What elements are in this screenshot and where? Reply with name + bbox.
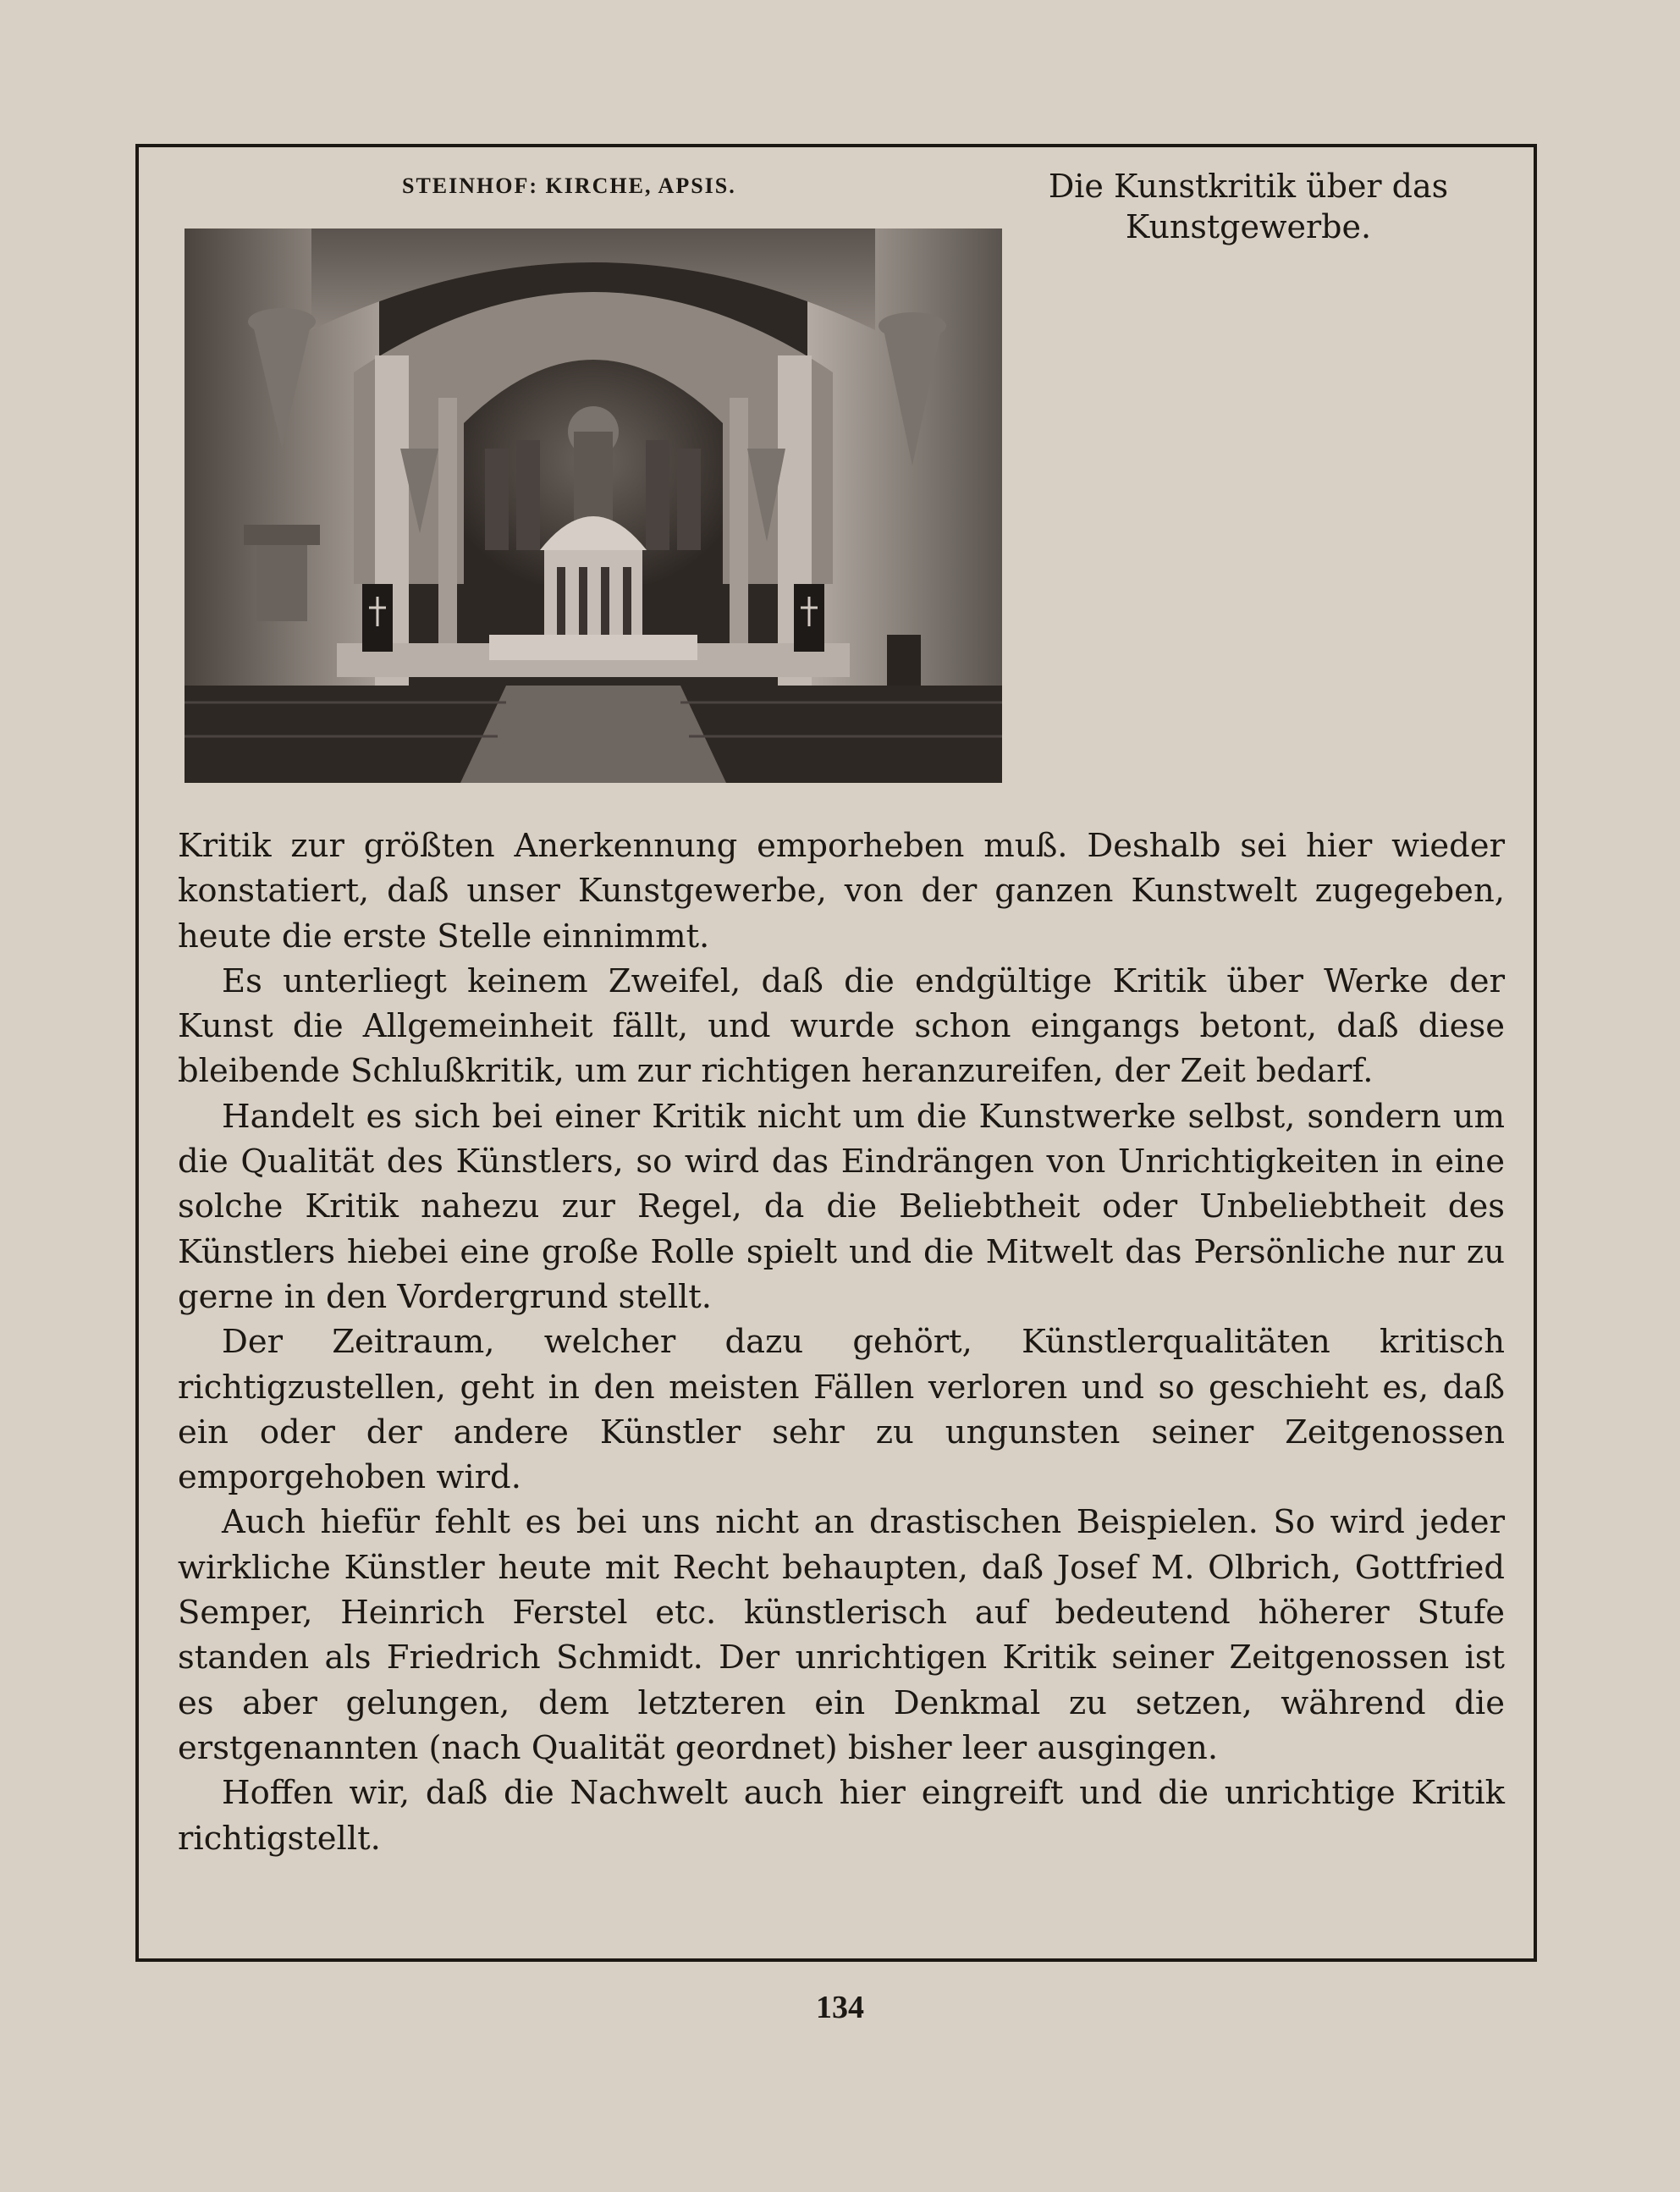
paragraph: Kritik zur größten Anerkennung emporheben muß. Deshalb sei hier wieder konstatiert, daß unser Kunstgewerbe, von der ganzen Kunstwelt zugegeben, heute die erste Stelle einnimmt.: [178, 827, 1505, 956]
paragraph: Hoffen wir, daß die Nachwelt auch hier eingreift und die unrichtige Kritik richtigstellt.: [178, 1774, 1505, 1858]
page-number: 134: [816, 1990, 864, 2025]
paragraph: Es unterliegt keinem Zweifel, daß die endgültige Kritik über Werke der Kunst die Allgemeinheit fällt, und wurde schon eingangs betont, daß diese bleibende Schlußkritik, um zur richtigen heranzureifen, der Zeit bedarf.: [178, 961, 1505, 1091]
paragraph: Auch hiefür fehlt es bei uns nicht an drastischen Beispielen. So wird jeder wirkliche Künstler heute mit Recht behaupten, daß Josef M. Olbrich, Gottfried Semper, Heinrich Ferstel etc. künstlerisch auf bedeutend höherer Stufe standen als Friedrich Schmidt. Der unrichtigen Kritik seiner Zeitgenossen ist es aber gelungen, dem letzteren ein Denkmal zu setzen, während die erstgenannten (nach Qualität geordnet) bisher leer ausgingen.: [178, 1503, 1505, 1767]
body-text: [178, 823, 1505, 1861]
photo-caption: STEINHOF: KIRCHE, APSIS.: [402, 173, 736, 198]
paragraph: Der Zeitraum, welcher dazu gehört, Künstlerqualitäten kritisch richtigzustellen, geht in den meisten Fällen verloren und so geschieht es, daß ein oder der andere Künstler sehr zu ungunsten seiner Zeitgenossen emporgehoben wird.: [178, 1323, 1505, 1497]
paragraph: Handelt es sich bei einer Kritik nicht um die Kunstwerke selbst, sondern um die Qualität des Künstlers, so wird das Eindrängen von Unrichtigkeiten in eine solche Kritik nahezu zur Regel, da die Beliebtheit oder Unbeliebtheit des Künstlers hiebei eine große Rolle spielt und die Mitwelt das Persönliche nur zu gerne in den Vordergrund stellt.: [178, 1097, 1505, 1316]
section-title: Die Kunstkritik über das Kunstgewerbe.: [1048, 168, 1449, 245]
church-apse-photo: [185, 229, 1002, 783]
